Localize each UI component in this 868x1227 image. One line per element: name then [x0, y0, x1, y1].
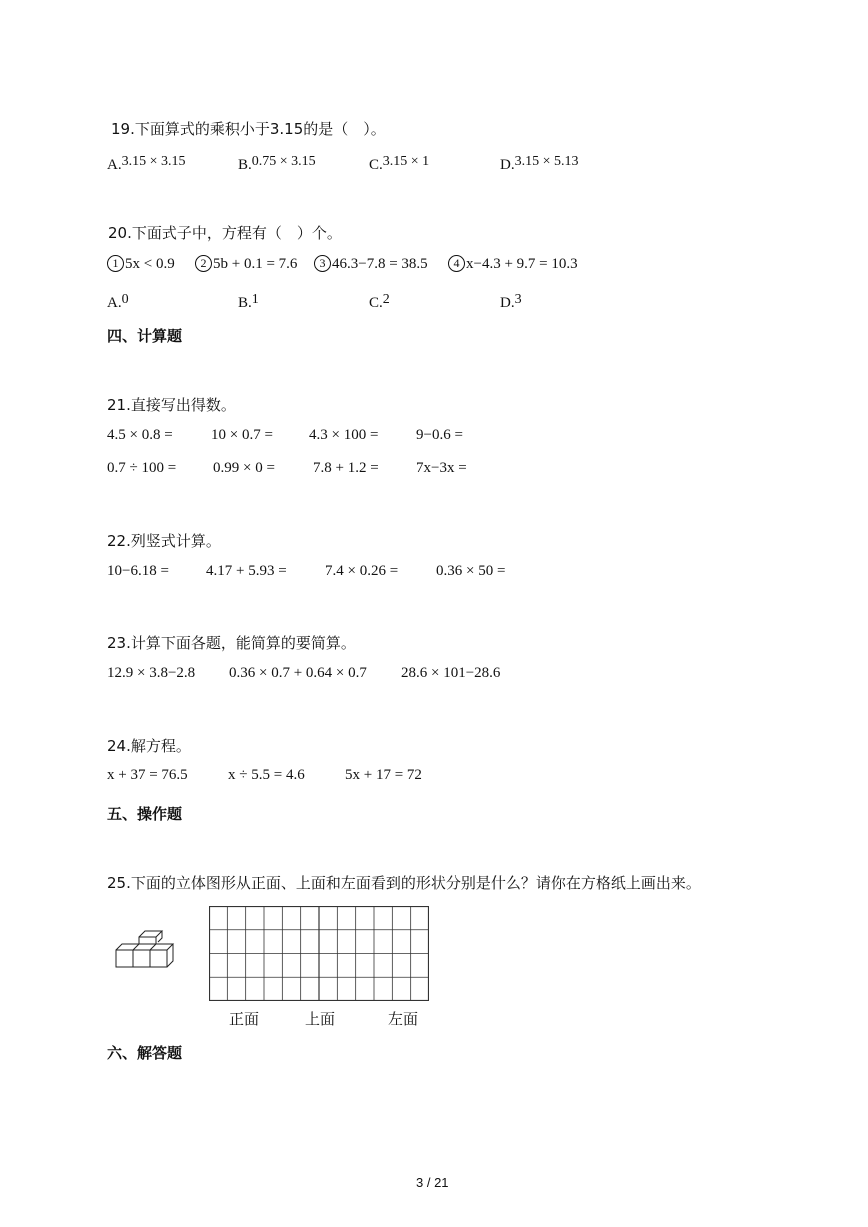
q21-expr: 0.7 ÷ 100 =	[107, 460, 177, 476]
option-letter: D.	[500, 157, 515, 173]
q21-stem: 21.直接写出得数。	[107, 396, 236, 414]
q20-expr: 46.3−7.8 = 38.5	[332, 256, 428, 272]
q19-option-c	[369, 154, 429, 174]
cube-figure	[112, 930, 178, 974]
q21-expr: 9−0.6 =	[416, 427, 463, 443]
q24-expr: 5x + 17 = 72	[345, 767, 422, 783]
option-letter: B.	[238, 295, 252, 311]
option-letter: C.	[369, 157, 383, 173]
option-letter: A.	[107, 157, 122, 173]
circled-number: 3	[314, 255, 331, 272]
q20-expr: 5x < 0.9	[125, 256, 175, 272]
q21-expr: 7.8 + 1.2 =	[313, 460, 379, 476]
option-value: 0	[121, 292, 129, 307]
section-heading-4: 四、计算题	[107, 327, 183, 345]
option-value: 1	[251, 292, 259, 307]
q23-expr: 28.6 × 101−28.6	[401, 665, 501, 681]
page-number: 3 / 21	[416, 1175, 449, 1190]
q23-expr: 0.36 × 0.7 + 0.64 × 0.7	[229, 665, 367, 681]
q23-expr: 12.9 × 3.8−2.8	[107, 665, 196, 681]
q19-option-d	[500, 154, 579, 174]
option-letter: B.	[238, 157, 252, 173]
option-value: 3.15 × 5.13	[514, 154, 579, 169]
q20-option-d	[500, 292, 522, 312]
q20-item-2	[195, 256, 297, 273]
option-letter: D.	[500, 295, 515, 311]
q25-stem: 25.下面的立体图形从正面、上面和左面看到的形状分别是什么？请你在方格纸上画出来。	[107, 874, 701, 892]
q19-stem: 19.下面算式的乘积小于3.15的是（ ）。	[111, 120, 386, 138]
circled-number: 4	[448, 255, 465, 272]
circled-number: 2	[195, 255, 212, 272]
q20-item-3	[314, 256, 428, 273]
option-value: 0.75 × 3.15	[251, 154, 316, 169]
q21-expr: 0.99 × 0 =	[213, 460, 275, 476]
q20-expr: x−4.3 + 9.7 = 10.3	[466, 256, 578, 272]
q22-expr: 0.36 × 50 =	[436, 563, 506, 579]
q22-expr: 4.17 + 5.93 =	[206, 563, 287, 579]
grid-label-top: 上面	[305, 1010, 336, 1028]
q20-option-a	[107, 292, 129, 312]
option-value: 3.15 × 1	[382, 154, 430, 169]
q24-stem: 24.解方程。	[107, 737, 191, 755]
q20-option-b	[238, 292, 259, 312]
section-heading-6: 六、解答题	[107, 1044, 183, 1062]
grid-paper	[209, 906, 429, 1001]
q20-expr: 5b + 0.1 = 7.6	[213, 256, 298, 272]
option-value: 3.15 × 3.15	[121, 154, 186, 169]
q20-option-c	[369, 292, 390, 312]
q22-expr: 10−6.18 =	[107, 563, 169, 579]
option-letter: A.	[107, 295, 122, 311]
section-heading-5: 五、操作题	[107, 805, 183, 823]
q20-item-1	[107, 256, 175, 273]
circled-number: 1	[107, 255, 124, 272]
option-value: 2	[382, 292, 390, 307]
q23-stem: 23.计算下面各题，能简算的要简算。	[107, 634, 356, 652]
option-letter: C.	[369, 295, 383, 311]
q19-option-a	[107, 154, 186, 174]
q22-expr: 7.4 × 0.26 =	[325, 563, 399, 579]
q21-expr: 4.3 × 100 =	[309, 427, 379, 443]
q19-option-b	[238, 154, 316, 174]
q24-expr: x ÷ 5.5 = 4.6	[228, 767, 305, 783]
grid-label-front: 正面	[229, 1010, 260, 1028]
q21-expr: 4.5 × 0.8 =	[107, 427, 173, 443]
q20-item-4	[448, 256, 578, 273]
option-value: 3	[514, 292, 522, 307]
grid-label-left: 左面	[388, 1010, 419, 1028]
q21-expr: 7x−3x =	[416, 460, 467, 476]
q21-expr: 10 × 0.7 =	[211, 427, 273, 443]
q24-expr: x + 37 = 76.5	[107, 767, 188, 783]
q20-stem: 20.下面式子中，方程有（ ）个。	[108, 224, 342, 242]
q22-stem: 22.列竖式计算。	[107, 532, 221, 550]
